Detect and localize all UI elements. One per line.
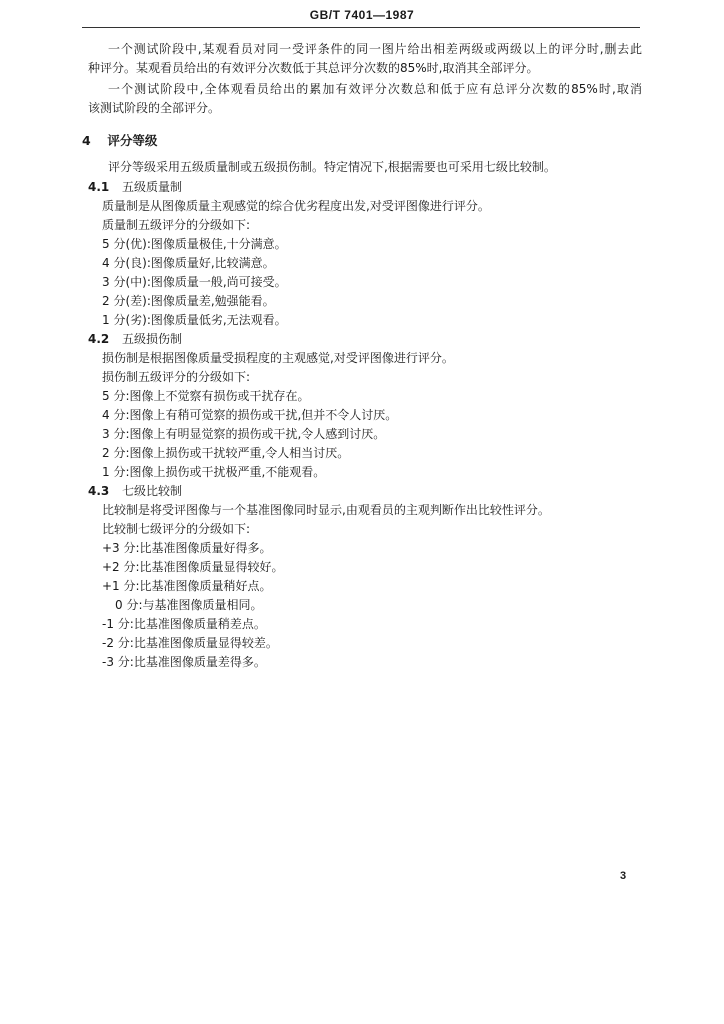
section-4-2-title: 五级损伤制 [122,332,183,346]
section-4-2-desc: 损伤制是根据图像质量受损程度的主观感觉,对受评图像进行评分。 [102,351,454,365]
section-4-1-heading [88,178,182,195]
intro-p2-line1: 一个测试阶段中,全体观看员给出的累加有效评分次数总和低于应有总评分次数的85%时,取消 [108,82,642,96]
section-4-3-title: 七级比较制 [122,484,183,498]
section-4-3-desc: 比较制是将受评图像与一个基准图像同时显示,由观看员的主观判断作出比较性评分。 [102,503,550,517]
list-item: 0 分:与基准图像质量相同。 [115,598,263,612]
section-4-3-number: 4.3 [88,484,110,498]
section-4-2-number: 4.2 [88,332,110,346]
section-4-1-title: 五级质量制 [122,180,183,194]
section-4-heading [82,131,157,149]
section-4-3-lead: 比较制七级评分的分级如下: [102,522,251,536]
list-item: 3 分:图像上有明显觉察的损伤或干扰,令人感到讨厌。 [102,427,386,441]
list-item: 2 分:图像上损伤或干扰较严重,令人相当讨厌。 [102,446,350,460]
list-item: -1 分:比基准图像质量稍差点。 [102,617,266,631]
list-item: 3 分(中):图像质量一般,尚可接受。 [102,275,287,289]
section-4-title: 评分等级 [107,133,158,148]
list-item: 1 分(劣):图像质量低劣,无法观看。 [102,313,287,327]
section-4-2-heading [88,330,182,347]
standard-code-header: GB/T 7401—1987 [309,8,415,22]
list-item: +1 分:比基准图像质量稍好点。 [102,579,272,593]
list-item: 5 分:图像上不觉察有损伤或干扰存在。 [102,389,310,403]
list-item: +3 分:比基准图像质量好得多。 [102,541,272,555]
list-item: 4 分:图像上有稍可觉察的损伤或干扰,但并不令人讨厌。 [102,408,398,422]
intro-p1-line2: 种评分。某观看员给出的有效评分次数低于其总评分次数的85%时,取消其全部评分。 [88,61,539,75]
section-4-number: 4 [82,133,91,148]
intro-p1-line1: 一个测试阶段中,某观看员对同一受评条件的同一图片给出相差两级或两级以上的评分时,删去此 [108,42,642,56]
section-4-1-desc: 质量制是从图像质量主观感觉的综合优劣程度出发,对受评图像进行评分。 [102,199,490,213]
list-item: 2 分(差):图像质量差,勉强能看。 [102,294,275,308]
list-item: +2 分:比基准图像质量显得较好。 [102,560,284,574]
list-item: 5 分(优):图像质量极佳,十分满意。 [102,237,287,251]
list-item: -3 分:比基准图像质量差得多。 [102,655,266,669]
section-4-intro: 评分等级采用五级质量制或五级损伤制。特定情况下,根据需要也可采用七级比较制。 [108,160,556,174]
page-number: 3 [620,870,627,882]
list-item: 1 分:图像上损伤或干扰极严重,不能观看。 [102,465,326,479]
section-4-1-number: 4.1 [88,180,110,194]
section-4-3-heading [88,482,182,499]
intro-p2-line2: 该测试阶段的全部评分。 [88,101,221,115]
list-item: -2 分:比基准图像质量显得较差。 [102,636,278,650]
list-item: 4 分(良):图像质量好,比较满意。 [102,256,275,270]
section-4-1-lead: 质量制五级评分的分级如下: [102,218,251,232]
section-4-2-lead: 损伤制五级评分的分级如下: [102,370,251,384]
header-rule [82,27,640,28]
